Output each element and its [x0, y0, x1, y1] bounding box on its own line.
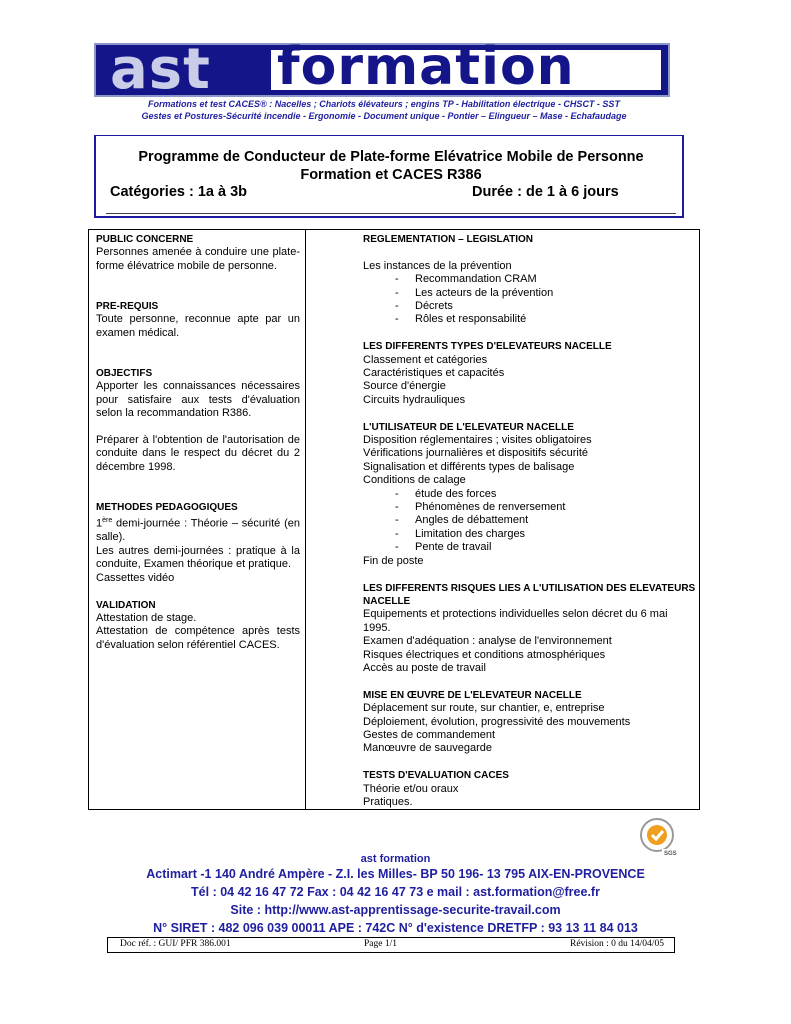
column-divider	[305, 230, 306, 809]
list-item: Caractéristiques et capacités	[363, 367, 505, 380]
list-item: Classement et catégories	[363, 353, 488, 366]
list-item: Déploiement, évolution, progressivité des mouvements	[363, 715, 631, 728]
list-item: Risques électriques et conditions atmosphériques	[363, 648, 606, 661]
svg-text:SGS: SGS	[664, 851, 677, 857]
validation-heading: VALIDATION	[96, 599, 156, 611]
methods-number: 1	[96, 518, 103, 531]
objectives-text-2: Préparer à l'obtention de l'autorisation de conduite dans le respect du décret du 2 décembre 1998.	[96, 434, 300, 473]
methods-superscript: ère	[102, 517, 113, 525]
list-item: - Recommandation CRAM	[363, 273, 703, 286]
logo-ast-text: ast	[110, 37, 211, 102]
methods-heading: METHODES PEDAGOGIQUES	[96, 502, 238, 514]
list-item: Conditions de calage	[363, 474, 466, 487]
list-item: Equipements et protections individuelles selon décret du 6 mai	[363, 608, 668, 621]
list-item: Déplacement sur route, sur chantier, e, entreprise	[363, 702, 605, 715]
risks-heading-1: LES DIFFERENTS RISQUES LIES A L'UTILISATION DES ELEVATEURS	[363, 582, 696, 594]
regulation-heading: REGLEMENTATION – LEGISLATION	[363, 234, 533, 245]
duration-label: Durée : de 1 à 6 jours	[472, 184, 619, 200]
program-table	[88, 229, 700, 810]
logo-formation-text: formation	[277, 37, 575, 97]
user-heading: L'UTILISATEUR DE L'ELEVATEUR NACELLE	[363, 421, 574, 433]
list-item: - Phénomènes de renversement	[363, 501, 703, 514]
objectives-heading: OBJECTIFS	[96, 368, 153, 379]
list-item: - Les acteurs de la prévention	[363, 287, 703, 300]
methods-text-2: Les autres demi-journées : pratique à la conduite, Examen théorique et pratique.	[96, 544, 300, 571]
list-item: - étude des forces	[363, 488, 703, 501]
list-item: - Limitation des charges	[363, 528, 703, 541]
title-rule	[106, 213, 676, 214]
risks-heading-2: NACELLE	[363, 595, 411, 607]
regulation-intro: Les instances de la prévention	[363, 259, 512, 272]
list-item: Examen d'adéquation : analyse de l'environnement	[363, 635, 612, 648]
program-subtitle: Formation et CACES R386	[300, 167, 482, 183]
methods-text-1-rest: demi-journée : Théorie – sécurité (en salle).	[96, 518, 300, 544]
list-item: Théorie et/ou oraux	[363, 782, 459, 795]
list-item: - Décrets	[363, 300, 703, 313]
tagline-line-2: Gestes et Postures-Sécurité incendie - Ergonomie - Document unique - Pontier – Elingueur – Mase - Echafaudage	[141, 111, 627, 121]
program-title: Programme de Conducteur de Plate-forme Elévatrice Mobile de Personne	[138, 149, 644, 165]
validation-text-1: Attestation de stage.	[96, 611, 197, 624]
methods-text-1	[96, 514, 300, 544]
revision-label: Révision : 0 du 14/04/05	[570, 939, 664, 949]
tagline	[94, 98, 674, 122]
list-item: Fin de poste	[363, 554, 424, 567]
list-item: 1995.	[363, 621, 391, 634]
list-item: Disposition réglementaires ; visites obligatoires	[363, 434, 592, 447]
logo-formation-box	[271, 37, 661, 97]
right-column	[363, 233, 703, 809]
document-reference-bar	[107, 937, 675, 953]
list-item: - Rôles et responsabilité	[363, 313, 703, 326]
list-item: Circuits hydrauliques	[363, 393, 466, 406]
categories-label: Catégories : 1a à 3b	[110, 184, 247, 200]
doc-reference: Doc réf. : GUI/ PFR 386.001	[120, 939, 231, 949]
list-item: Gestes de commandement	[363, 728, 496, 741]
list-item: Pratiques.	[363, 795, 413, 808]
page-number: Page 1/1	[364, 939, 397, 949]
list-item: Signalisation et différents types de balisage	[363, 460, 575, 473]
list-item: - Pente de travail	[363, 541, 703, 554]
implementation-heading: MISE EN ŒUVRE DE L'ELEVATEUR NACELLE	[363, 689, 582, 701]
list-item: Source d'énergie	[363, 380, 446, 393]
footer-contact: Tél : 04 42 16 47 72 Fax : 04 42 16 47 73 e mail : ast.formation@free.fr	[191, 885, 600, 899]
types-heading: LES DIFFERENTS TYPES D'ELEVATEURS NACELLE	[363, 341, 612, 353]
tests-heading: TESTS D'EVALUATION CACES	[363, 770, 509, 782]
prereq-text: Toute personne, reconnue apte par un examen médical.	[96, 313, 300, 339]
list-item: Vérifications journalières et dispositifs sécurité	[363, 447, 588, 460]
methods-text-3: Cassettes vidéo	[96, 571, 175, 584]
ast-formation-logo	[94, 37, 670, 102]
footer-brand: ast formation	[360, 853, 431, 865]
footer-registration: N° SIRET : 482 096 039 00011 APE : 742C N° d'existence DRETFP : 93 13 11 84 013	[153, 921, 638, 935]
prereq-heading: PRE-REQUIS	[96, 301, 159, 312]
list-item: - Angles de débattement	[363, 514, 703, 527]
footer-website: Site : http://www.ast-apprentissage-securite-travail.com	[230, 903, 561, 917]
list-item: Accès au poste de travail	[363, 661, 486, 674]
validation-text-2: Attestation de compétence après tests d'évaluation selon référentiel CACES.	[96, 625, 300, 651]
title-box	[94, 135, 684, 218]
public-text: Personnes amenée à conduire une plate-forme élévatrice mobile de personne.	[96, 246, 300, 272]
left-column	[96, 233, 300, 652]
objectives-text-1: Apporter les connaissances nécessaires pour satisfaire aux tests d'évaluation selon la recommandation R386.	[96, 380, 300, 420]
footer-address: Actimart -1 140 André Ampère - Z.I. les Milles- BP 50 196- 13 795 AIX-EN-PROVENCE	[146, 867, 645, 881]
list-item: Manœuvre de sauvegarde	[363, 742, 493, 755]
public-heading: PUBLIC CONCERNE	[96, 234, 194, 245]
tagline-line-1: Formations et test CACES® : Nacelles ; Chariots élévateurs ; engins TP - Habilitation électrique - CHSCT - SST	[148, 99, 620, 109]
